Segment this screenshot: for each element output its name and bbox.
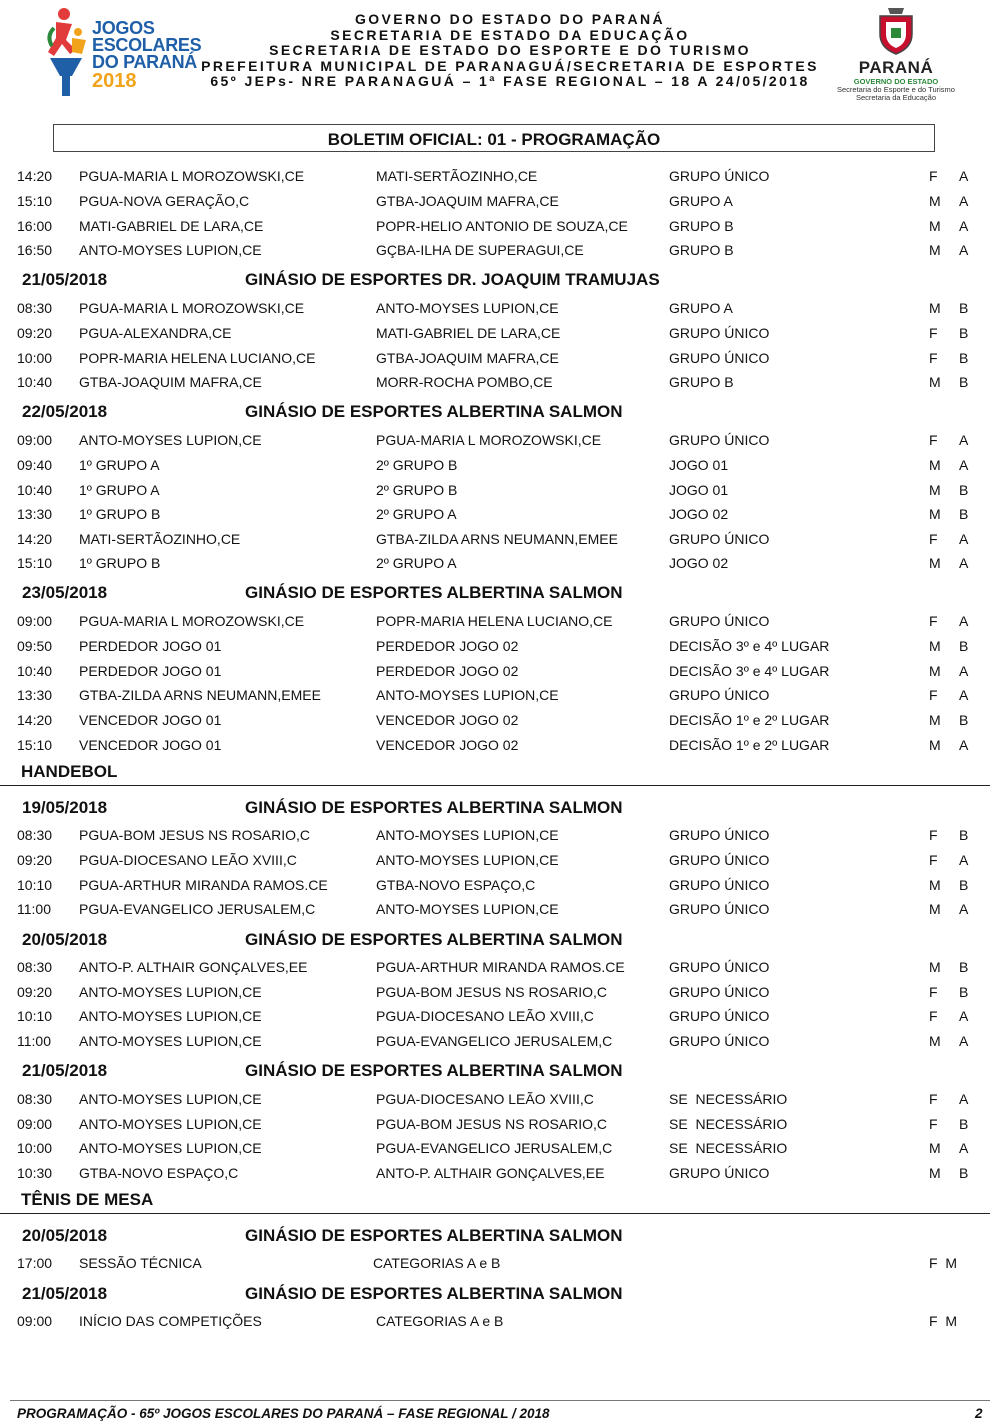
day-venue-heading (0, 1056, 1000, 1084)
team-1: GTBA-JOAQUIM MAFRA,CE (79, 374, 262, 390)
team-2: ANTO-MOYSES LUPION,CE (376, 827, 559, 843)
group: GRUPO B (669, 218, 734, 234)
schedule-row (0, 873, 1000, 895)
venue-name: GINÁSIO DE ESPORTES ALBERTINA SALMON (245, 1284, 623, 1303)
category: A (959, 193, 969, 209)
match-date: 21/05/2018 (22, 1061, 108, 1080)
group: GRUPO ÚNICO (669, 1008, 770, 1024)
bulletin-title-box (53, 124, 935, 152)
match-time: 11:00 (17, 901, 51, 917)
team-1: PGUA-MARIA L MOROZOWSKI,CE (79, 300, 305, 316)
gender: M (929, 901, 941, 917)
gender: M (929, 877, 941, 893)
team-2: VENCEDOR JOGO 02 (376, 737, 519, 753)
header-titles (200, 12, 820, 90)
team-2: ANTO-MOYSES LUPION,CE (376, 687, 559, 703)
day-venue-heading (0, 578, 1000, 606)
match-time: 11:00 (17, 1033, 51, 1049)
page-number: 2 (975, 1406, 983, 1421)
match-time: 09:20 (17, 852, 53, 868)
gender: M (929, 506, 941, 522)
schedule-row (0, 1136, 1000, 1158)
category: B (959, 300, 969, 316)
event-time: 17:00 (17, 1255, 53, 1271)
team-2: 2º GRUPO A (376, 555, 457, 571)
team-1: ANTO-MOYSES LUPION,CE (79, 1140, 262, 1156)
schedule-row (0, 502, 1000, 524)
team-1: ANTO-MOYSES LUPION,CE (79, 242, 262, 258)
gender: F (929, 350, 938, 366)
header-line-5: 65º JEPs- NRE PARANAGUÁ – 1ª FASE REGIONAL – 18 A 24/05/2018 (210, 73, 810, 89)
group: GRUPO ÚNICO (669, 827, 770, 843)
gender: F M (929, 1313, 957, 1329)
team-1: PGUA-BOM JESUS NS ROSARIO,C (79, 827, 311, 843)
category: A (959, 218, 969, 234)
schedule-row (0, 1161, 1000, 1183)
team-2: PGUA-DIOCESANO LEÃO XVIII,C (376, 1008, 594, 1024)
gender: F (929, 827, 938, 843)
match-time: 10:10 (17, 1008, 53, 1024)
match-date: 19/05/2018 (22, 798, 108, 817)
category: B (959, 1116, 969, 1132)
match-time: 09:20 (17, 325, 53, 341)
group: GRUPO ÚNICO (669, 325, 770, 341)
team-1: VENCEDOR JOGO 01 (79, 737, 222, 753)
match-time: 13:30 (17, 687, 53, 703)
header-line-4: PREFEITURA MUNICIPAL DE PARANAGUÁ/SECRETARIA DE ESPORTES (201, 57, 819, 74)
match-date: 21/05/2018 (22, 270, 108, 289)
team-2: VENCEDOR JOGO 02 (376, 712, 519, 728)
team-2: GTBA-JOAQUIM MAFRA,CE (376, 350, 559, 366)
team-2: ANTO-MOYSES LUPION,CE (376, 852, 559, 868)
match-time: 14:20 (17, 531, 53, 547)
group: SE NECESSÁRIO (669, 1140, 788, 1156)
category: A (959, 168, 969, 184)
category: B (959, 506, 969, 522)
gender: M (929, 193, 941, 209)
group: SE NECESSÁRIO (669, 1091, 788, 1107)
day-venue-heading (0, 1221, 1000, 1249)
category: A (959, 531, 969, 547)
category: A (959, 457, 969, 473)
team-1: ANTO-MOYSES LUPION,CE (79, 1033, 262, 1049)
group: JOGO 02 (669, 506, 729, 522)
team-2: PGUA-DIOCESANO LEÃO XVIII,C (376, 1091, 594, 1107)
schedule-row (0, 683, 1000, 705)
team-1: PGUA-DIOCESANO LEÃO XVIII,C (79, 852, 297, 868)
page-header (0, 0, 1000, 120)
match-time: 15:10 (17, 737, 53, 753)
group: GRUPO ÚNICO (669, 432, 770, 448)
group: GRUPO ÚNICO (669, 1033, 770, 1049)
team-1: ANTO-MOYSES LUPION,CE (79, 984, 262, 1000)
schedule-row (0, 1004, 1000, 1026)
team-2: 2º GRUPO A (376, 506, 457, 522)
team-2: GTBA-NOVO ESPAÇO,C (376, 877, 536, 893)
day-venue-heading (0, 793, 1000, 821)
schedule-row (0, 1112, 1000, 1134)
group: DECISÃO 1º e 2º LUGAR (669, 712, 830, 728)
schedule-row (0, 848, 1000, 870)
team-2: GTBA-JOAQUIM MAFRA,CE (376, 193, 559, 209)
group: JOGO 02 (669, 555, 729, 571)
group: GRUPO A (669, 193, 733, 209)
match-date: 23/05/2018 (22, 583, 108, 602)
team-1: PGUA-MARIA L MOROZOWSKI,CE (79, 613, 305, 629)
team-1: ANTO-MOYSES LUPION,CE (79, 1091, 262, 1107)
team-1: VENCEDOR JOGO 01 (79, 712, 222, 728)
group: GRUPO ÚNICO (669, 984, 770, 1000)
schedule-row (0, 980, 1000, 1002)
gender: F (929, 168, 938, 184)
category: A (959, 432, 969, 448)
team-1: MATI-SERTÃOZINHO,CE (79, 531, 241, 547)
gender: M (929, 663, 941, 679)
team-2: ANTO-P. ALTHAIR GONÇALVES,EE (376, 1165, 605, 1181)
gender: M (929, 1033, 941, 1049)
match-time: 10:10 (17, 877, 53, 893)
category: A (959, 1140, 969, 1156)
team-2: PERDEDOR JOGO 02 (376, 663, 519, 679)
day-venue-heading (0, 925, 1000, 953)
match-date: 20/05/2018 (22, 930, 108, 949)
schedule-row (0, 238, 1000, 260)
group: SE NECESSÁRIO (669, 1116, 788, 1132)
logo-word-escolares: ESCOLARES (92, 35, 202, 55)
gender: F (929, 531, 938, 547)
gender: M (929, 482, 941, 498)
match-time: 15:10 (17, 193, 53, 209)
team-1: PGUA-MARIA L MOROZOWSKI,CE (79, 168, 305, 184)
venue-name: GINÁSIO DE ESPORTES ALBERTINA SALMON (245, 583, 623, 602)
gender: M (929, 300, 941, 316)
schedule-row (0, 897, 1000, 919)
schedule-row (0, 823, 1000, 845)
gender: F (929, 1116, 938, 1132)
parana-logo-name: PARANÁ (858, 58, 934, 77)
category: A (959, 663, 969, 679)
group: GRUPO ÚNICO (669, 687, 770, 703)
schedule-row (0, 346, 1000, 368)
category: B (959, 350, 969, 366)
header-line-3: SECRETARIA DE ESTADO DO ESPORTE E DO TURISMO (269, 42, 751, 58)
match-time: 09:00 (17, 613, 53, 629)
parana-logo-sub-1: GOVERNO DO ESTADO (853, 77, 939, 86)
logo-word-parana: DO PARANÁ (92, 52, 197, 72)
gender: F (929, 432, 938, 448)
gender: M (929, 712, 941, 728)
group: GRUPO ÚNICO (669, 613, 770, 629)
event-categories: CATEGORIAS A e B (373, 1255, 501, 1271)
team-1: PGUA-ALEXANDRA,CE (79, 325, 232, 341)
team-2: MORR-ROCHA POMBO,CE (376, 374, 553, 390)
gender: M (929, 218, 941, 234)
schedule-row (0, 1087, 1000, 1109)
match-time: 13:30 (17, 506, 53, 522)
jogos-escolares-logo (42, 6, 202, 102)
match-time: 10:40 (17, 482, 53, 498)
match-time: 09:40 (17, 457, 53, 473)
day-venue-heading (0, 265, 1000, 293)
sport-heading-tenis-de-mesa (0, 1188, 990, 1214)
team-1: ANTO-P. ALTHAIR GONÇALVES,EE (79, 959, 308, 975)
team-2: POPR-HELIO ANTONIO DE SOUZA,CE (376, 218, 628, 234)
match-time: 08:30 (17, 827, 53, 843)
category: B (959, 482, 969, 498)
gender: F (929, 613, 938, 629)
group: GRUPO ÚNICO (669, 1165, 770, 1181)
schedule-row (0, 609, 1000, 631)
team-1: GTBA-ZILDA ARNS NEUMANN,EMEE (79, 687, 321, 703)
team-2: PGUA-ARTHUR MIRANDA RAMOS.CE (376, 959, 625, 975)
team-1: 1º GRUPO A (79, 457, 160, 473)
schedule-row (0, 321, 1000, 343)
schedule-row (0, 370, 1000, 392)
venue-name: GINÁSIO DE ESPORTES DR. JOAQUIM TRAMUJAS (245, 270, 660, 289)
category: A (959, 1033, 969, 1049)
venue-name: GINÁSIO DE ESPORTES ALBERTINA SALMON (245, 1226, 623, 1245)
schedule-row (0, 1251, 1000, 1273)
schedule-row (0, 955, 1000, 977)
match-time: 10:00 (17, 1140, 53, 1156)
schedule-row (0, 214, 1000, 236)
match-time: 10:40 (17, 374, 53, 390)
team-2: POPR-MARIA HELENA LUCIANO,CE (376, 613, 613, 629)
gender: F M (929, 1255, 957, 1271)
gender: M (929, 555, 941, 571)
category: A (959, 1091, 969, 1107)
schedule-row (0, 659, 1000, 681)
venue-name: GINÁSIO DE ESPORTES ALBERTINA SALMON (245, 930, 623, 949)
team-1: 1º GRUPO B (79, 555, 161, 571)
category: A (959, 613, 969, 629)
team-2: PGUA-BOM JESUS NS ROSARIO,C (376, 984, 608, 1000)
category: B (959, 638, 969, 654)
match-time: 15:10 (17, 555, 53, 571)
footer-rule (10, 1400, 990, 1401)
parana-logo-sub-2: Secretaria do Esporte e do Turismo (837, 85, 955, 94)
match-time: 08:30 (17, 300, 53, 316)
group: JOGO 01 (669, 457, 729, 473)
team-2: GTBA-ZILDA ARNS NEUMANN,EMEE (376, 531, 618, 547)
group: GRUPO ÚNICO (669, 901, 770, 917)
category: B (959, 877, 969, 893)
team-1: PGUA-ARTHUR MIRANDA RAMOS.CE (79, 877, 328, 893)
team-2: GÇBA-ILHA DE SUPERAGUI,CE (376, 242, 584, 258)
schedule-row (0, 1309, 1000, 1331)
schedule-row (0, 189, 1000, 211)
match-date: 22/05/2018 (22, 402, 108, 421)
header-line-1: GOVERNO DO ESTADO DO PARANÁ (354, 11, 666, 27)
team-1: ANTO-MOYSES LUPION,CE (79, 1008, 262, 1024)
team-2: MATI-SERTÃOZINHO,CE (376, 168, 538, 184)
gender: F (929, 1091, 938, 1107)
schedule-row (0, 708, 1000, 730)
gender: F (929, 1008, 938, 1024)
gender: M (929, 457, 941, 473)
match-date: 21/05/2018 (22, 1284, 108, 1303)
category: A (959, 901, 969, 917)
schedule-row (0, 551, 1000, 573)
venue-name: GINÁSIO DE ESPORTES ALBERTINA SALMON (245, 798, 623, 817)
schedule-row (0, 164, 1000, 186)
category: B (959, 827, 969, 843)
gender: F (929, 984, 938, 1000)
team-2: PGUA-EVANGELICO JERUSALEM,C (376, 1033, 613, 1049)
team-2: PGUA-BOM JESUS NS ROSARIO,C (376, 1116, 608, 1132)
group: GRUPO B (669, 374, 734, 390)
match-time: 08:30 (17, 1091, 53, 1107)
team-1: POPR-MARIA HELENA LUCIANO,CE (79, 350, 316, 366)
team-1: GTBA-NOVO ESPAÇO,C (79, 1165, 239, 1181)
gender: F (929, 687, 938, 703)
match-time: 08:30 (17, 959, 53, 975)
category: B (959, 1165, 969, 1181)
gender: M (929, 374, 941, 390)
category: B (959, 984, 969, 1000)
category: B (959, 374, 969, 390)
sport-heading-handebol (0, 760, 990, 786)
schedule-row (0, 1029, 1000, 1051)
category: A (959, 242, 969, 258)
gender: F (929, 325, 938, 341)
group: GRUPO ÚNICO (669, 877, 770, 893)
venue-name: GINÁSIO DE ESPORTES ALBERTINA SALMON (245, 1061, 623, 1080)
team-1: 1º GRUPO B (79, 506, 161, 522)
schedule-row (0, 453, 1000, 475)
day-venue-heading (0, 397, 1000, 425)
day-venue-heading (0, 1279, 1000, 1307)
gender: F (929, 852, 938, 868)
schedule-row (0, 527, 1000, 549)
schedule-row (0, 296, 1000, 318)
sport-name: TÊNIS DE MESA (21, 1190, 154, 1209)
schedule-row (0, 733, 1000, 755)
match-time: 16:00 (17, 218, 53, 234)
match-time: 09:20 (17, 984, 53, 1000)
team-1: PGUA-NOVA GERAÇÃO,C (79, 193, 250, 209)
header-line-2: SECRETARIA DE ESTADO DA EDUCAÇÃO (330, 26, 690, 43)
group: JOGO 01 (669, 482, 729, 498)
schedule-row (0, 634, 1000, 656)
group: GRUPO ÚNICO (669, 959, 770, 975)
logo-word-jogos: JOGOS (92, 18, 155, 38)
category: A (959, 737, 969, 753)
schedule-row (0, 478, 1000, 500)
group: GRUPO ÚNICO (669, 168, 770, 184)
page-footer (0, 1400, 1000, 1427)
bulletin-title: BOLETIM OFICIAL: 01 - PROGRAMAÇÃO (327, 130, 661, 149)
group: DECISÃO 1º e 2º LUGAR (669, 737, 830, 753)
event-time: 09:00 (17, 1313, 53, 1329)
team-1: 1º GRUPO A (79, 482, 160, 498)
gender: M (929, 638, 941, 654)
match-time: 09:00 (17, 1116, 53, 1132)
gender: M (929, 959, 941, 975)
team-2: PGUA-MARIA L MOROZOWSKI,CE (376, 432, 602, 448)
event-categories: CATEGORIAS A e B (376, 1313, 504, 1329)
team-2: ANTO-MOYSES LUPION,CE (376, 300, 559, 316)
event-name: INÍCIO DAS COMPETIÇÕES (79, 1313, 262, 1329)
group: DECISÃO 3º e 4º LUGAR (669, 638, 830, 654)
match-time: 10:40 (17, 663, 53, 679)
team-1: ANTO-MOYSES LUPION,CE (79, 432, 262, 448)
team-2: 2º GRUPO B (376, 482, 458, 498)
event-name: SESSÃO TÉCNICA (79, 1255, 202, 1271)
category: B (959, 959, 969, 975)
team-2: 2º GRUPO B (376, 457, 458, 473)
parana-coat-of-arms-icon (874, 4, 918, 56)
team-2: ANTO-MOYSES LUPION,CE (376, 901, 559, 917)
team-2: PGUA-EVANGELICO JERUSALEM,C (376, 1140, 613, 1156)
group: GRUPO ÚNICO (669, 531, 770, 547)
team-2: MATI-GABRIEL DE LARA,CE (376, 325, 561, 341)
match-time: 09:00 (17, 432, 53, 448)
match-time: 09:50 (17, 638, 53, 654)
torch-figures-icon (42, 6, 92, 98)
team-1: ANTO-MOYSES LUPION,CE (79, 1116, 262, 1132)
category: A (959, 1008, 969, 1024)
group: DECISÃO 3º e 4º LUGAR (669, 663, 830, 679)
parana-logo-sub-3: Secretaria da Educação (855, 93, 937, 102)
match-time: 10:00 (17, 350, 53, 366)
team-1: PERDEDOR JOGO 01 (79, 663, 222, 679)
match-time: 14:20 (17, 712, 53, 728)
gender: M (929, 1140, 941, 1156)
match-time: 10:30 (17, 1165, 53, 1181)
schedule-row (0, 428, 1000, 450)
logo-year: 2018 (92, 70, 137, 92)
category: A (959, 852, 969, 868)
category: A (959, 555, 969, 571)
category: B (959, 712, 969, 728)
group: GRUPO ÚNICO (669, 852, 770, 868)
category: B (959, 325, 969, 341)
match-date: 20/05/2018 (22, 1226, 108, 1245)
gender: M (929, 1165, 941, 1181)
team-2: PERDEDOR JOGO 02 (376, 638, 519, 654)
venue-name: GINÁSIO DE ESPORTES ALBERTINA SALMON (245, 402, 623, 421)
group: GRUPO A (669, 300, 733, 316)
footer-text: PROGRAMAÇÃO - 65º JOGOS ESCOLARES DO PARANÁ – FASE REGIONAL / 2018 (17, 1406, 550, 1421)
parana-government-logo (832, 4, 960, 104)
team-1: PGUA-EVANGELICO JERUSALEM,C (79, 901, 316, 917)
category: A (959, 687, 969, 703)
sport-name: HANDEBOL (21, 762, 118, 781)
group: GRUPO B (669, 242, 734, 258)
match-time: 14:20 (17, 168, 53, 184)
gender: M (929, 242, 941, 258)
team-1: PERDEDOR JOGO 01 (79, 638, 222, 654)
match-time: 16:50 (17, 242, 53, 258)
team-1: MATI-GABRIEL DE LARA,CE (79, 218, 264, 234)
gender: M (929, 737, 941, 753)
group: GRUPO ÚNICO (669, 350, 770, 366)
